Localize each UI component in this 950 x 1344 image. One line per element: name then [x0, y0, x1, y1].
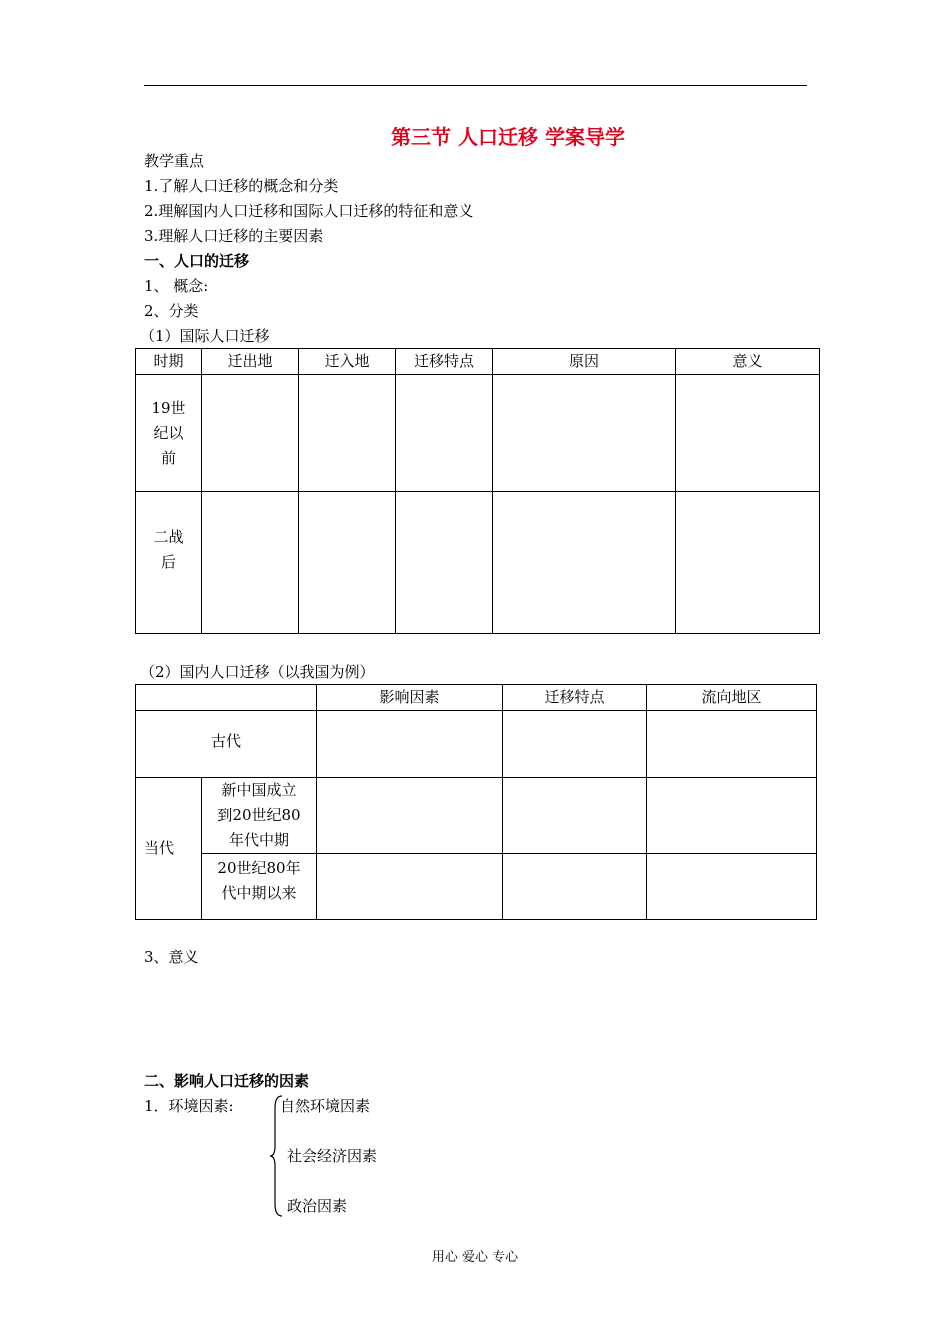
blank-cell — [396, 492, 493, 634]
col-header-destination: 迁入地 — [299, 349, 396, 375]
blank-cell — [503, 854, 647, 920]
blank-cell — [202, 375, 299, 492]
blank-cell — [647, 711, 817, 778]
page-footer: 用心 爱心 专心 — [431, 1250, 519, 1265]
blank-cell — [317, 711, 503, 778]
domestic-migration-label: （2）国内人口迁移（以我国为例） — [140, 663, 375, 681]
env-factors-label: 1．环境因素: — [144, 1097, 234, 1115]
table-row — [136, 492, 820, 634]
section2-heading: 二、影响人口迁移的因素 — [144, 1072, 310, 1090]
intl-migration-table — [135, 348, 820, 634]
modern-sub1-line: 到20世纪80 — [217, 806, 301, 824]
col-header-features: 迁移特点 — [396, 349, 493, 375]
col-header-significance: 意义 — [676, 349, 820, 375]
domestic-migration-table — [135, 684, 817, 920]
blank-cell — [317, 778, 503, 854]
col-header-origin: 迁出地 — [202, 349, 299, 375]
blank-cell — [493, 492, 676, 634]
page-title: 第三节 人口迁移 学案导学 — [391, 125, 625, 149]
key-point-1: 1.了解人口迁移的概念和分类 — [144, 177, 339, 195]
period-line: 纪以 — [153, 423, 184, 442]
factor-socioeconomic: 社会经济因素 — [287, 1147, 378, 1165]
blank-cell — [493, 375, 676, 492]
key-point-2: 2.理解国内人口迁移和国际人口迁移的特征和意义 — [144, 202, 474, 220]
col-header-reasons: 原因 — [493, 349, 676, 375]
blank-cell — [503, 711, 647, 778]
concept-label: 1、 概念: — [144, 277, 209, 295]
top-rule — [144, 85, 807, 86]
modern-cell: 当代 — [136, 778, 202, 920]
table-row — [136, 778, 817, 854]
col-header-period: 时期 — [136, 349, 202, 375]
factor-natural: 自然环境因素 — [280, 1097, 371, 1115]
section1-heading: 一、人口的迁移 — [144, 252, 250, 270]
blank-cell — [299, 375, 396, 492]
classification-label: 2、分类 — [144, 302, 199, 320]
modern-sub2-line: 20世纪80年 — [217, 859, 301, 877]
blank-cell — [202, 492, 299, 634]
factor-political: 政治因素 — [287, 1197, 348, 1215]
blank-cell — [676, 492, 820, 634]
table-header-row — [136, 685, 817, 711]
key-points-heading: 教学重点 — [144, 152, 205, 170]
period-line: 前 — [160, 448, 176, 467]
blank-cell — [676, 375, 820, 492]
ancient-cell: 古代 — [136, 711, 317, 778]
blank-cell — [299, 492, 396, 634]
intl-migration-label: （1）国际人口迁移 — [140, 327, 270, 345]
modern-sub2-cell — [202, 854, 317, 920]
period-cell — [136, 492, 202, 634]
table-row — [136, 375, 820, 492]
blank-cell — [503, 778, 647, 854]
blank-header-cell — [136, 685, 317, 711]
period-cell — [136, 375, 202, 492]
meaning-label: 3、意义 — [144, 948, 199, 966]
col-header-features: 迁移特点 — [503, 685, 647, 711]
blank-cell — [317, 854, 503, 920]
blank-cell — [647, 778, 817, 854]
table-row — [136, 711, 817, 778]
modern-sub1-line: 新中国成立 — [221, 781, 297, 799]
modern-sub1-line: 年代中期 — [228, 831, 289, 849]
table-header-row — [136, 349, 820, 375]
table-row — [136, 854, 817, 920]
period-line: 19世 — [151, 398, 186, 417]
period-line: 二战 — [153, 528, 184, 546]
period-line: 后 — [160, 553, 176, 571]
modern-sub1-cell — [202, 778, 317, 854]
col-header-factors: 影响因素 — [317, 685, 503, 711]
blank-cell — [396, 375, 493, 492]
key-point-3: 3.理解人口迁移的主要因素 — [144, 227, 324, 245]
col-header-flow-regions: 流向地区 — [647, 685, 817, 711]
blank-cell — [647, 854, 817, 920]
modern-sub2-line: 代中期以来 — [221, 884, 297, 902]
